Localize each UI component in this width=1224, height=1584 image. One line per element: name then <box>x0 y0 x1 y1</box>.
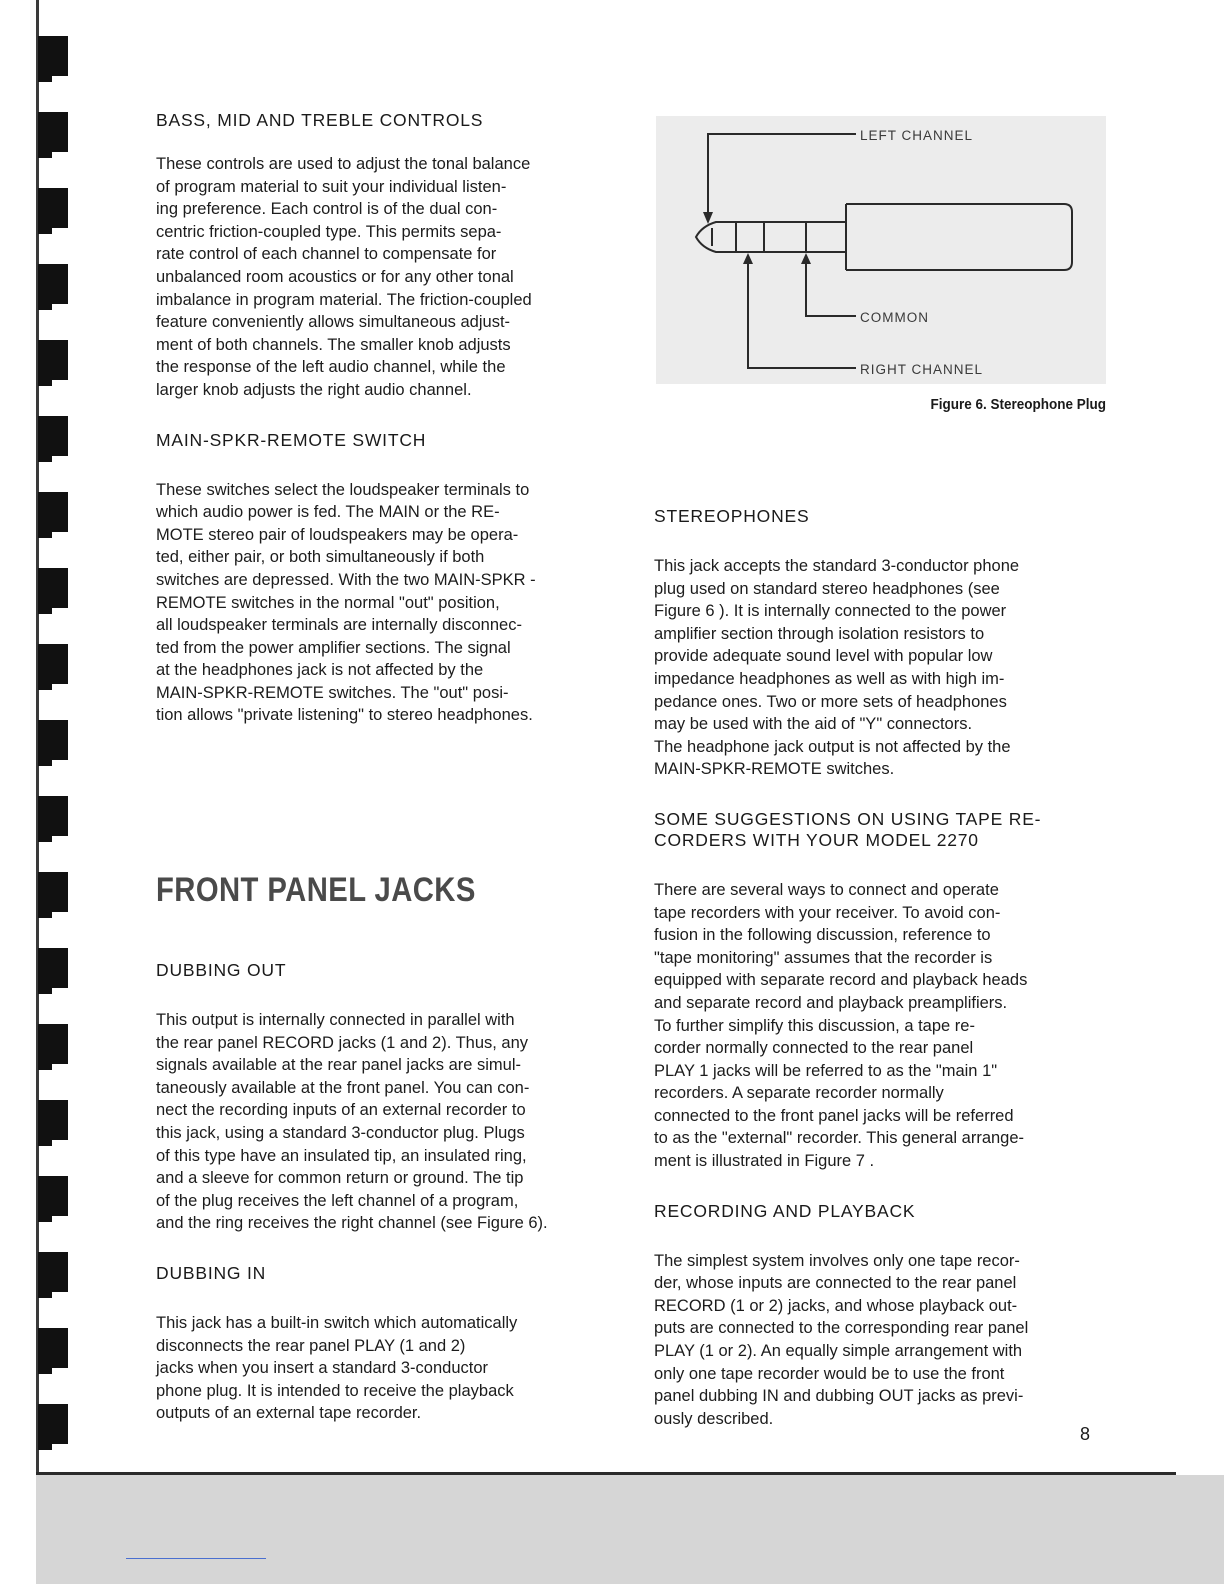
dubbing-out-paragraph <box>156 1009 608 1235</box>
text-line: Figure 6 ). It is internally connected to the power <box>654 602 1007 621</box>
left-arrow <box>703 212 713 224</box>
text-line: This jack accepts the standard 3-conductor phone <box>654 557 1020 575</box>
text-line: connected to the front panel jacks will be referred <box>654 1106 1014 1125</box>
page-footer-shadow <box>36 1475 1224 1584</box>
text-line: the response of the left audio channel, while the <box>156 358 506 377</box>
binding-tab <box>38 492 68 532</box>
text-line: This output is internally connected in parallel with <box>156 1011 515 1030</box>
binding-tab <box>38 568 68 608</box>
tape-heading-line: CORDERS WITH YOUR MODEL 2270 <box>654 829 979 850</box>
figure-caption: Figure 6. Stereophone Plug <box>930 396 1106 413</box>
text-line: imbalance in program material. The friction-coupled <box>156 290 532 309</box>
text-line: PLAY (1 or 2). An equally simple arrangement with <box>654 1342 1023 1361</box>
text-line: this jack, using a standard 3-conductor plug. Plugs <box>156 1124 525 1143</box>
tape-recorders-heading <box>654 809 1106 851</box>
text-line: and separate record and playback preamplifiers. <box>654 993 1008 1012</box>
left-channel-leader <box>708 134 856 216</box>
common-label: COMMON <box>860 310 929 325</box>
text-line: pedance ones. Two or more sets of headphones <box>654 692 1007 711</box>
text-line: unbalanced room acoustics or for any other tonal <box>156 267 514 286</box>
text-line: MOTE stereo pair of loudspeakers may be opera- <box>156 525 519 544</box>
dubbing-out-heading: DUBBING OUT <box>156 960 287 981</box>
text-line: ment of both channels. The smaller knob adjusts <box>156 335 511 354</box>
binding-tab <box>38 188 68 228</box>
text-line: fusion in the following discussion, reference to <box>654 926 991 945</box>
text-line: plug used on standard stereo headphones (see <box>654 579 1000 598</box>
switch-heading: MAIN-SPKR-REMOTE SWITCH <box>156 429 427 450</box>
text-line: MAIN-SPKR-REMOTE switches. <box>654 760 895 779</box>
text-line: ously described. <box>654 1409 774 1428</box>
text-line: only one tape recorder would be to use the front <box>654 1364 1005 1383</box>
text-line: feature conveniently allows simultaneous adjust- <box>156 313 511 332</box>
footer-underline <box>126 1558 266 1559</box>
binding-tab <box>38 36 68 76</box>
text-line: of program material to suit your individual listen- <box>156 177 507 196</box>
right-arrow <box>743 253 753 264</box>
recording-playback-paragraph <box>654 1250 1106 1431</box>
text-line: MAIN-SPKR-REMOTE switches. The "out" posi- <box>156 683 509 702</box>
text-line: jacks when you insert a standard 3-conductor <box>156 1359 489 1378</box>
tape-recorders-paragraph <box>654 879 1106 1173</box>
left-column <box>156 110 608 1425</box>
dubbing-in-heading: DUBBING IN <box>156 1263 267 1283</box>
text-line: to as the "external" recorder. This general arrange- <box>654 1129 1025 1148</box>
text-line: ing preference. Each control is of the dual con- <box>156 200 498 219</box>
text-line: equipped with separate record and playback heads <box>654 971 1028 990</box>
text-line: panel dubbing IN and dubbing OUT jacks as previ- <box>654 1387 1024 1406</box>
text-line: phone plug. It is intended to receive the playback <box>156 1381 514 1400</box>
binding-tab <box>38 340 68 380</box>
binding-tab <box>38 796 68 836</box>
text-line: "tape monitoring" assumes that the recorder is <box>654 948 993 967</box>
text-line: signals available at the rear panel jacks are simul- <box>156 1056 522 1075</box>
bass-controls-paragraph <box>156 153 608 402</box>
dubbing-in-paragraph <box>156 1312 608 1425</box>
text-line: rate control of each channel to compensate for <box>156 245 497 264</box>
text-line: recorders. A separate recorder normally <box>654 1084 944 1103</box>
common-arrow <box>801 253 811 264</box>
text-line: puts are connected to the corresponding rear panel <box>654 1319 1029 1338</box>
binding-tab <box>38 644 68 684</box>
text-line: may be used with the aid of "Y" connectors. <box>654 715 973 734</box>
binding-tab <box>38 1100 68 1140</box>
binding-tab <box>38 948 68 988</box>
text-line: of this type have an insulated tip, an insulated ring, <box>156 1146 527 1165</box>
binding-tab <box>38 264 68 304</box>
binding-tab <box>38 720 68 760</box>
text-line: larger knob adjusts the right audio channel. <box>156 380 472 399</box>
page-number: 8 <box>1080 1424 1091 1444</box>
text-line: These controls are used to adjust the tonal balance <box>156 155 531 173</box>
tape-heading-line: SOME SUGGESTIONS ON USING TAPE RE- <box>654 808 1042 829</box>
stereophone-plug-figure <box>656 116 1106 384</box>
stereophones-paragraph <box>654 555 1106 781</box>
binding-tab <box>38 1328 68 1368</box>
text-line: PLAY 1 jacks will be referred to as the "main 1" <box>654 1061 998 1080</box>
text-line: These switches select the loudspeaker terminals to <box>156 480 530 499</box>
right-column <box>654 506 1106 1430</box>
text-line: tion allows "private listening" to stereo headphones. <box>156 706 533 725</box>
spiral-binding <box>0 0 80 1480</box>
text-line: all loudspeaker terminals are internally disconnec- <box>156 616 522 635</box>
text-line: The headphone jack output is not affected by the <box>654 737 1011 756</box>
text-line: provide adequate sound level with popular low <box>654 647 993 666</box>
right-channel-label: RIGHT CHANNEL <box>860 362 984 377</box>
text-line: disconnects the rear panel PLAY (1 and 2) <box>156 1336 466 1355</box>
binding-tab <box>38 1176 68 1216</box>
stereophone-plug-diagram <box>656 116 1106 384</box>
recording-playback-heading: RECORDING AND PLAYBACK <box>654 1200 916 1221</box>
text-line: der, whose inputs are connected to the rear panel <box>654 1274 1017 1293</box>
text-line: of the plug receives the left channel of a program, <box>156 1191 519 1210</box>
text-line: The simplest system involves only one tape recor- <box>654 1251 1020 1270</box>
text-line: This jack has a built-in switch which automatically <box>156 1314 518 1332</box>
text-line: REMOTE switches in the normal "out" position, <box>156 593 500 612</box>
text-line: corder normally connected to the rear panel <box>654 1039 974 1058</box>
text-line: outputs of an external tape recorder. <box>156 1404 422 1423</box>
bass-controls-heading: BASS, MID AND TREBLE CONTROLS <box>156 110 484 130</box>
text-line: switches are depressed. With the two MAIN-SPKR - <box>156 570 536 589</box>
text-line: There are several ways to connect and operate <box>654 880 999 899</box>
text-line: and a sleeve for common return or ground. The tip <box>156 1169 524 1188</box>
stereophones-heading: STEREOPHONES <box>654 506 810 526</box>
text-line: amplifier section through isolation resistors to <box>654 624 985 643</box>
text-line: ment is illustrated in Figure 7 . <box>654 1152 875 1171</box>
front-panel-jacks-title: FRONT PANEL JACKS <box>156 871 476 910</box>
page-bottom-edge <box>36 1472 1176 1475</box>
text-line: the rear panel RECORD jacks (1 and 2). Thus, any <box>156 1033 529 1052</box>
text-line: nect the recording inputs of an external recorder to <box>156 1101 526 1120</box>
text-line: RECORD (1 or 2) jacks, and whose playback out- <box>654 1296 1018 1315</box>
binding-tab <box>38 872 68 912</box>
binding-tab <box>38 1024 68 1064</box>
text-line: and the ring receives the right channel (see Figure 6). <box>156 1214 548 1233</box>
text-line: which audio power is fed. The MAIN or the RE- <box>156 503 500 522</box>
text-line: at the headphones jack is not affected by the <box>156 661 484 680</box>
text-line: To further simplify this discussion, a tape re- <box>654 1016 975 1035</box>
binding-tab <box>38 112 68 152</box>
text-line: ted from the power amplifier sections. The signal <box>156 638 511 657</box>
text-line: taneously available at the front panel. You can con- <box>156 1078 530 1097</box>
text-line: centric friction-coupled type. This permits sepa- <box>156 222 502 241</box>
text-line: ted, either pair, or both simultaneously if both <box>156 548 485 567</box>
binding-tab <box>38 1404 68 1444</box>
left-channel-label: LEFT CHANNEL <box>860 128 974 143</box>
binding-tab <box>38 416 68 456</box>
switch-paragraph <box>156 479 608 728</box>
plug-shaft <box>726 222 846 252</box>
plug-sleeve <box>846 204 1072 270</box>
binding-tab <box>38 1252 68 1292</box>
text-line: tape recorders with your receiver. To avoid con- <box>654 903 1001 922</box>
text-line: impedance headphones as well as with high im- <box>654 669 1005 688</box>
